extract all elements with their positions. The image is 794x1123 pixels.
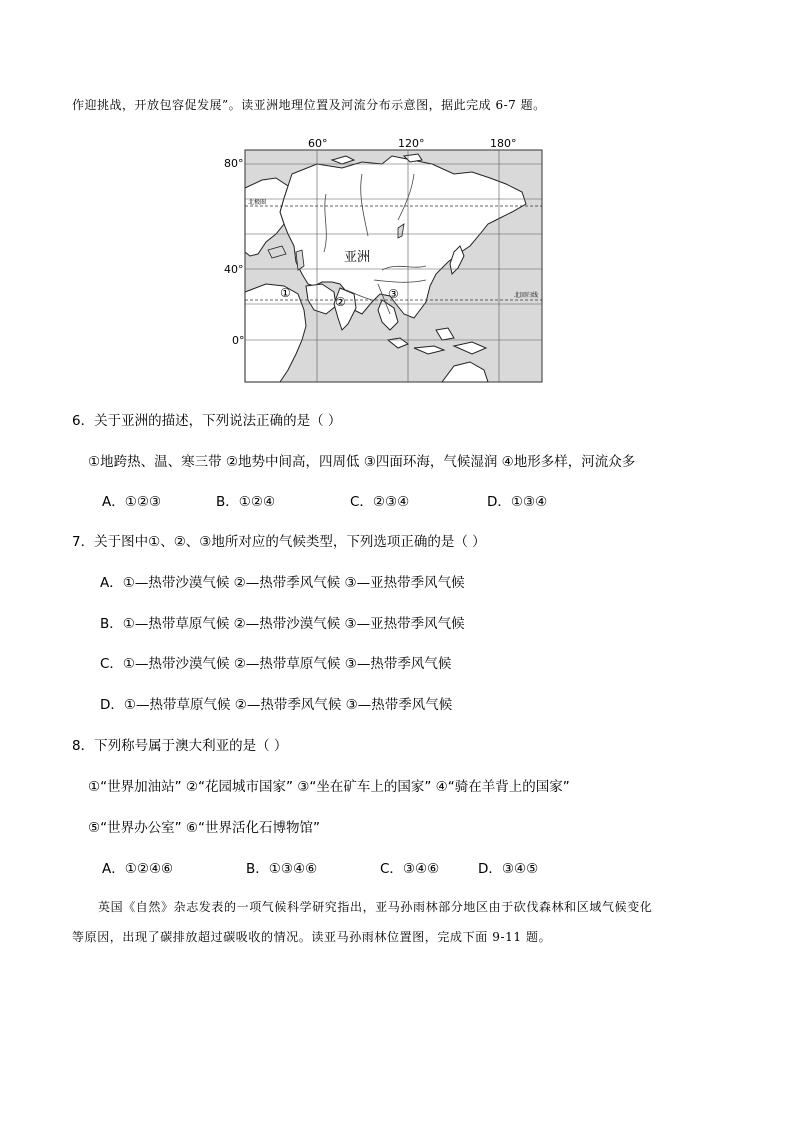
asia-map-figure xyxy=(222,134,552,386)
q7-option-c[interactable]: C．①—热带沙漠气候 ②—热带草原气候 ③—热带季风气候 xyxy=(100,656,452,672)
q8-choices-line1: ①“世界加油站” ②“花园城市国家” ③“坐在矿车上的国家” ④“骑在羊背上的国家” xyxy=(88,779,570,795)
q7-option-b[interactable]: B．①—热带草原气候 ②—热带沙漠气候 ③—亚热带季风气候 xyxy=(100,616,465,632)
lon-label-120: 120° xyxy=(398,137,425,150)
passage-line2: 等原因，出现了碳排放超过碳吸收的情况。读亚马孙雨林位置图，完成下面 9-11 题。 xyxy=(72,930,552,944)
passage-line1: 英国《自然》杂志发表的一项气候科学研究指出，亚马孙雨林部分地区由于砍伐森林和区域气候变化 xyxy=(98,900,653,914)
q7-stem: 7．关于图中①、②、③地所对应的气候类型，下列选项正确的是（ ） xyxy=(72,534,486,550)
q7-option-a[interactable]: A．①—热带沙漠气候 ②—热带季风气候 ③—亚热带季风气候 xyxy=(100,575,465,591)
tropic-label: 北回归线 xyxy=(514,292,539,299)
lat-label-40: 40° xyxy=(224,263,244,276)
q8-choices-line2: ⑤“世界办公室” ⑥“世界活化石博物馆” xyxy=(88,820,320,836)
q8-option-c[interactable]: C．③④⑥ xyxy=(380,861,440,877)
lon-label-180: 180° xyxy=(490,137,517,150)
marker-3: ③ xyxy=(388,287,399,301)
q6-option-a[interactable]: A．①②③ xyxy=(102,494,162,510)
intro-text: 作迎挑战，开放包容促发展”。读亚洲地理位置及河流分布示意图，据此完成 6-7 题。 xyxy=(72,98,546,112)
q6-statements: ①地跨热、温、寒三带 ②地势中间高，四周低 ③四面环海，气候湿润 ④地形多样，河流众多 xyxy=(88,454,636,470)
q8-stem: 8．下列称号属于澳大利亚的是（ ） xyxy=(72,738,288,754)
q8-option-a[interactable]: A．①②④⑥ xyxy=(102,861,174,877)
marker-2: ② xyxy=(335,295,346,309)
q6-stem: 6．关于亚洲的描述，下列说法正确的是（ ） xyxy=(72,413,342,429)
continent-label: 亚洲 xyxy=(344,250,371,265)
q6-option-b[interactable]: B．①②④ xyxy=(216,494,276,510)
lat-label-80: 80° xyxy=(224,157,244,170)
q8-option-d[interactable]: D．③④⑤ xyxy=(478,861,539,877)
lon-label-60: 60° xyxy=(308,137,328,150)
q6-option-c[interactable]: C．②③④ xyxy=(350,494,410,510)
q6-option-d[interactable]: D．①③④ xyxy=(487,494,548,510)
q8-option-b[interactable]: B．①③④⑥ xyxy=(246,861,318,877)
arctic-circle-label: 北极圈 xyxy=(248,199,267,206)
map-frame xyxy=(245,150,542,382)
q7-option-d[interactable]: D．①—热带草原气候 ②—热带季风气候 ③—热带季风气候 xyxy=(100,697,453,713)
lat-label-0: 0° xyxy=(232,334,245,347)
marker-1: ① xyxy=(280,286,291,300)
